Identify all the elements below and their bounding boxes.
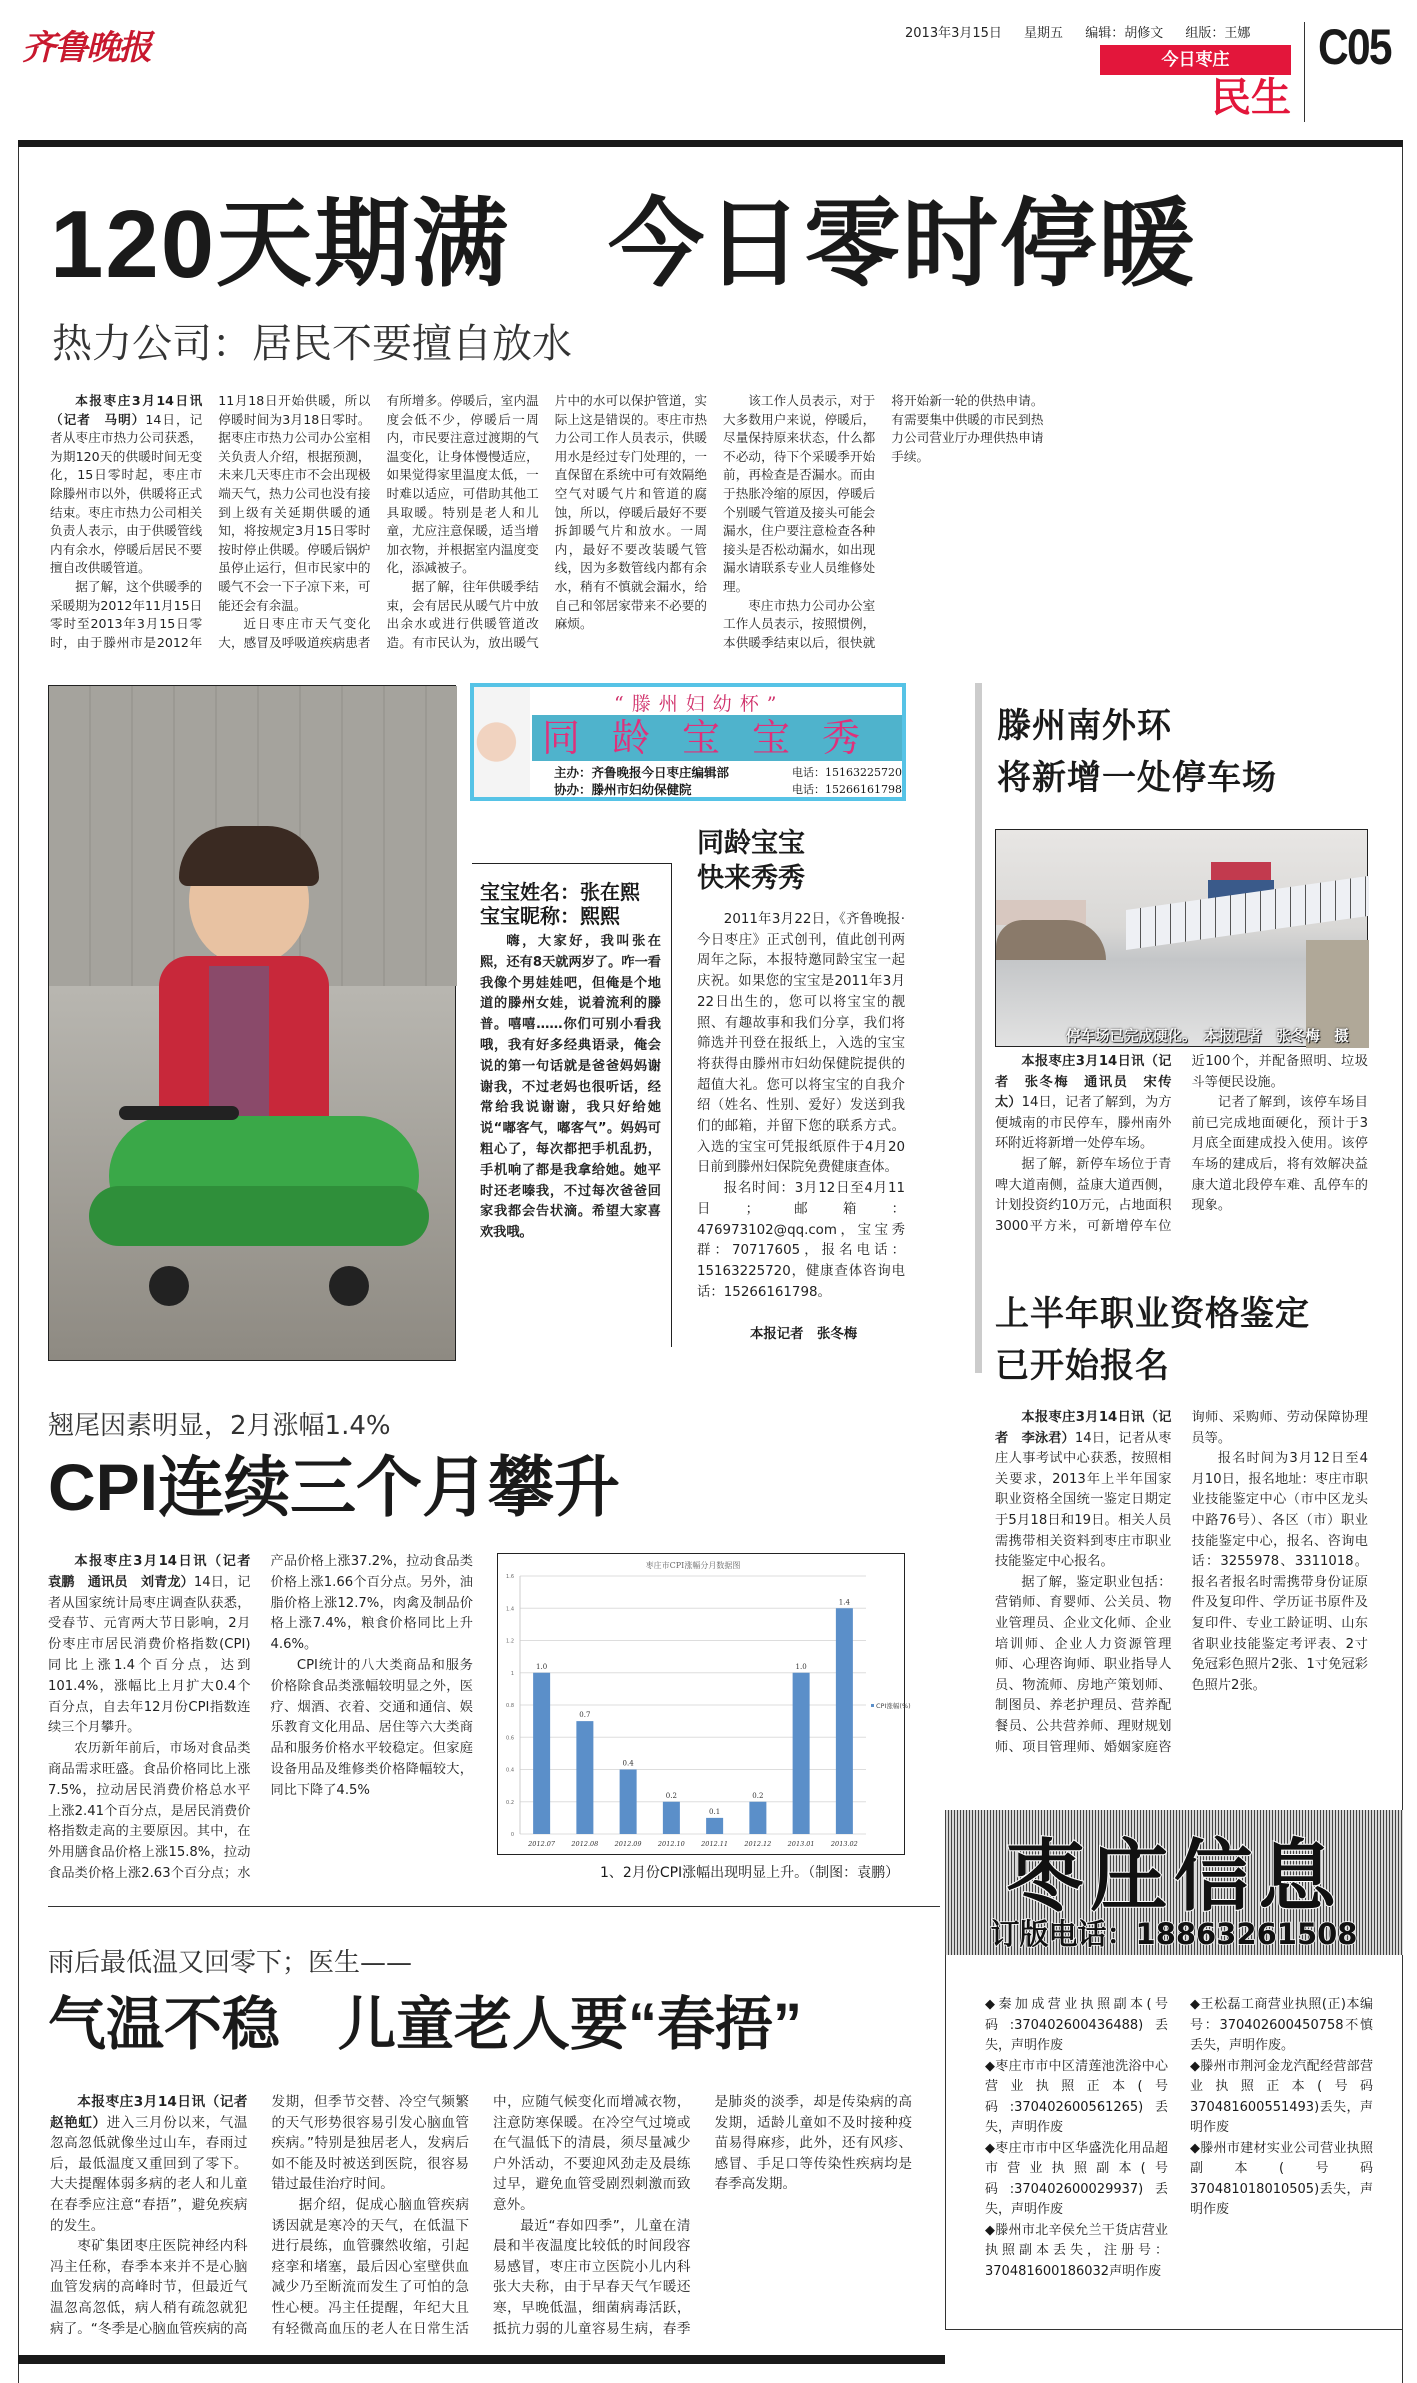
newspaper-logo: 齐鲁晚报: [22, 28, 150, 68]
bar: [533, 1673, 550, 1834]
baby-intro-box: [472, 863, 672, 1347]
subheadline-cpi: 翘尾因素明显，2月涨幅1.4%: [48, 1411, 391, 1441]
paragraph-text: 农历新年前后，市场对食品类商品需求旺盛。食品价格同比上涨7.5%，拉动居民消费价格总水平上涨2.41个百分点，是居民消费价格指数走高的主要原因。其中，在外用膳食品价格上涨15.8%，拉动食品类价格上涨2.63个百分点；水产品价格上涨37.2%，拉动食品类价格上涨1.66个百分点。另外，油脂价格上涨12.7%，肉禽及制品价格上涨7.4%，粮食价格同比上升4.6%。: [48, 1554, 473, 1881]
x-tick-label: 2012.07: [528, 1840, 556, 1848]
legend-label: CPI涨幅(%): [876, 1702, 911, 1710]
sameage-title-line2: 快来秀秀: [697, 863, 805, 894]
y-tick-label: 0.4: [506, 1767, 514, 1774]
paragraph-text: 14日，记者从国家统计局枣庄调查队获悉，受春节、元宵两大节日影响，2月份枣庄市居民消费价格指数(CPI)同比上涨1.4个百分点，达到101.4%，涨幅比上月扩大0.4个百分点，自去年12月份CPI指数连续三个月攀升。: [48, 1574, 251, 1736]
cpi-chart: [497, 1553, 911, 1855]
parking-photo: [995, 829, 1368, 1047]
headline-parking-line2: 将新增一处停车场: [997, 759, 1277, 797]
paragraph: [1192, 1093, 1369, 1217]
paragraph: [995, 1052, 1172, 1155]
y-tick-label: 0.2: [506, 1799, 514, 1806]
paragraph: [697, 1179, 905, 1303]
banner-cup: “滕州妇幼杯”: [614, 693, 785, 715]
section-rule: [48, 1906, 940, 1907]
classified-ad: ◆王松磊工商营业执照(正)本编号：370402600450758不慎丢失，声明作废。: [1190, 1997, 1373, 2053]
paragraph-text: 枣庄市热力公司办公室工作人员表示，按照惯例，本供暖季结束以后，很快就将开始新一轮的供热申请。有需要集中供暖的市民到热力公司营业厅办理供热申请手续。: [723, 393, 1044, 650]
issue-date: 2013年3月15日: [905, 26, 1002, 41]
bar-value-label: 1.0: [795, 1662, 807, 1671]
subheadline-spring: 雨后最低温又回零下；医生——: [48, 1948, 413, 1978]
y-tick-label: 0: [510, 1832, 514, 1838]
y-tick-label: 1.2: [506, 1638, 514, 1645]
bar-value-label: 1.0: [536, 1662, 548, 1671]
issue-weekday: 星期五: [1024, 26, 1064, 41]
paragraph: [50, 392, 202, 578]
article-cpi: [48, 1552, 473, 1888]
paragraph-text: 据了解，这个供暖季的采暖期为2012年11月15日零时至2013年3月15日零时，由于滕州市是2012年11月18日开始供暖，所以停暖时间为3月18日零时。据枣庄市热力公司办公室相关负责人介绍，根据预测，未来几天枣庄市不会出现极端天气，热力公司也没有接到上级有关延期供暖的通知，将按规定3月15日零时按时停止供暖。停暖后锅炉虽停止运行，但市民家中的暖气不会一下子凉下来，可能还会有余温。: [50, 393, 371, 650]
info-phone: 订版电话：18863261508: [990, 1917, 1358, 1951]
paragraph-text: 据了解，鉴定职业包括：营销师、育婴师、公关员、物业管理员、企业文化师、企业培训师、企业人力资源管理师、心理咨询师、职业指导人员、物流师、房地产策划师、制图员、养老护理员、营养配餐员、公共营养师、理财规划师、项目管理师、婚姻家庭咨询师、采购师、劳动保障协理员等。: [995, 1410, 1368, 1755]
baby-show-banner: [470, 683, 906, 801]
classified-ad: ◆枣庄市市中区华盛洗化用品超市营业执照副本(号码:370402600029937)丢失，声明作废: [985, 2140, 1168, 2217]
section-badge: 今日枣庄: [1100, 45, 1291, 75]
bar: [576, 1721, 593, 1834]
dateline: 本报枣庄3月14日讯（记者 袁鹏 通讯员 刘青龙）: [48, 1554, 264, 1590]
bar-value-label: 0.1: [709, 1807, 721, 1816]
classified-ad: ◆秦加成营业执照副本(号码:370402600436488)丢失，声明作废: [985, 1997, 1168, 2053]
y-tick-label: 1.6: [506, 1574, 514, 1580]
paragraph: [48, 1552, 264, 1739]
page-number: C05: [1318, 19, 1391, 75]
classified-ad: ◆滕州市北辛侯允兰干货店营业执照副本丢失，注册号：370481600186032声明作废: [985, 2222, 1168, 2279]
paragraph: [50, 2092, 262, 2236]
divider: [1304, 22, 1305, 122]
headline-parking: [997, 700, 1277, 804]
paragraph-text: 14日，记者从枣庄市热力公司获悉，为期120天的供暖时间无变化，15日零时起，枣庄市除滕州市以外，供暖将正式结束。枣庄市热力公司相关负责人表示，由于供暖管线内有余水，停暖后居民不要擅自改供暖管道。: [50, 411, 203, 576]
info-banner: [945, 1810, 1403, 1955]
paragraph-text: 14日，记者从枣庄人事考试中心获悉，按照相关要求，2013年上半年国家职业资格全国统一鉴定日期定于5月18日和19日。相关人员需携带相关资料到枣庄市职业技能鉴定中心报名。: [995, 1430, 1172, 1570]
issue-meta: [905, 22, 1260, 41]
layout-editor: 组版：王娜: [1185, 26, 1251, 41]
chart-title: 枣庄市CPI涨幅分月数据图: [645, 1561, 741, 1570]
cpi-bar-chart: [498, 1554, 911, 1854]
banner-title: 同龄宝宝秀: [532, 715, 902, 761]
editor: 编辑：胡修文: [1085, 26, 1164, 41]
x-tick-label: 2013.01: [787, 1840, 815, 1848]
paragraph-text: 枣矿集团枣庄医院神经内科冯主任称，春季本来并不是心脑血管发病的高峰时节，但最近气温忽高忽低，病人稍有疏忽就犯病了。“冬季是心脑血管疾病的高发期，但季节交替、冷空气频繁的天气形势很容易引发心脑血管疾病。”特别是独居老人，发病后如不能及时被送到医院，很容易错过最佳治疗时间。: [50, 2094, 469, 2337]
article-spring: [50, 2092, 912, 2342]
y-tick-label: 1: [510, 1670, 514, 1677]
bar: [620, 1770, 637, 1835]
x-tick-label: 2013.02: [830, 1840, 858, 1848]
paragraph-text: CPI统计的八大类商品和服务价格除食品类涨幅较明显之外，医疗、烟酒、衣着、交通和通信、娱乐教育文化用品、居住等六大类商品和服务价格水平较稳定。但家庭设备用品及维修类价格降幅较大，同比下降了4.5%: [270, 1657, 473, 1798]
headline-jobs-line2: 已开始报名: [995, 1347, 1170, 1385]
headline-spring: 气温不稳 儿童老人要“春捂”: [48, 1992, 803, 2057]
bar-value-label: 0.4: [622, 1759, 634, 1768]
column-title: 民生: [1211, 75, 1291, 121]
paragraph: [697, 910, 905, 1179]
x-tick-label: 2012.09: [614, 1840, 642, 1848]
paragraph-text: 14日，记者了解到，为方便城南的市民停车，滕州南外环附近将新增一处停车场。: [995, 1095, 1172, 1152]
article-parking: [995, 1052, 1368, 1258]
bar: [793, 1673, 810, 1834]
paragraph-text: 近日枣庄市天气变化大，感冒及呼吸道疾病患者有所增多。停暖后，室内温度会低不少，停暖后一周内，市民要注意过渡期的气温变化，让身体慢慢适应，如果觉得家里温度太低，一时难以适应，可借助其他工具取暖。特别是老人和儿童，尤应注意保暖，适当增加衣物，并根据室内温度变化，添减被子。: [218, 393, 539, 650]
subheadline-heating: 热力公司：居民不要擅自放水: [52, 321, 572, 367]
dateline: 本报枣庄3月14日讯（记者 李泳君）: [995, 1410, 1172, 1446]
classified-ad: ◆滕州市建材实业公司营业执照副本(号码370481018010505)丢失，声明作废: [1190, 2140, 1373, 2217]
classified-ads: [985, 1995, 1373, 2315]
paragraph-text: 据了解，新停车场位于青啤大道南侧，益康大道西侧，计划投资约10万元，占地面积3000平方米，可新增停车位近100个，并配备照明、垃圾斗等便民设施。: [995, 1054, 1368, 1234]
headline-jobs-line1: 上半年职业资格鉴定: [995, 1295, 1310, 1333]
paragraph: [995, 1408, 1172, 1573]
banner-cohost-phone: 电话：15266161798: [792, 783, 902, 796]
x-tick-label: 2012.08: [571, 1840, 599, 1848]
article-heating: [50, 392, 1380, 654]
banner-cohost: 协办：滕州市妇幼保健院: [554, 782, 692, 797]
banner-host: 主办：齐鲁晚报今日枣庄编辑部: [554, 765, 730, 780]
headline-heating: 120天期满 今日零时停暖: [50, 191, 1197, 298]
baby-photo: [48, 685, 456, 1361]
paragraph-text: 该工作人员表示，对于大多数用户来说，停暖后，尽量保持原来状态，什么都不必动，待下个采暖季开始前，再检查是否漏水。而由于热胀冷缩的原因，停暖后个别暖气管道及接头可能会漏水，住户要注意检查各种接头是否松动漏水，如出现漏水请联系专业人员维修处理。: [723, 393, 876, 594]
x-tick-label: 2012.12: [744, 1840, 772, 1848]
y-tick-label: 0.8: [506, 1703, 514, 1709]
sameage-text: [697, 910, 905, 1303]
baby-intro-text: [472, 928, 671, 1244]
chart-caption: 1、2月份CPI涨幅出现明显上升。（制图：袁鹏）: [600, 1865, 900, 1881]
classified-ad: ◆枣庄市市中区清莲池洗浴中心营业执照正本(号码:370402600561265)丢失，声明作废: [985, 2058, 1168, 2135]
bar-value-label: 0.7: [579, 1711, 591, 1720]
parking-photo-caption: 停车场已完成硬化。 本报记者 张冬梅 摄: [1066, 1029, 1349, 1045]
bar-value-label: 0.2: [665, 1791, 677, 1800]
sameage-title: [697, 826, 805, 896]
bar: [749, 1802, 766, 1834]
dateline: 本报枣庄3月14日讯（记者 张冬梅 通讯员 宋传太）: [995, 1054, 1172, 1111]
baby-nickname: 宝宝昵称：熙熙: [480, 904, 620, 928]
dateline: 本报枣庄3月14日讯（记者 赵艳虹）: [50, 2094, 262, 2131]
paragraph-text: 据介绍，促成心脑血管疾病诱因就是寒冷的天气，在低温下进行晨练，血管骤然收缩，引起痉挛和堵塞，最后因心室壁供血减少乃至断流而发生了可怕的急性心梗。冯主任提醒，年纪大且有轻微高血压的老人在日常生活中，应随气候变化而增减衣物，注意防寒保暖。在冷空气过境或在气温低下的清晨，须尽量减少户外活动，不要迎风劲走及晨练过早，避免血管受剧烈刺激而致意外。: [271, 2094, 691, 2337]
paragraph-text: 2011年3月22日，《齐鲁晚报·今日枣庄》正式创刊，值此创刊两周年之际，本报特邀同龄宝宝一起庆祝。如果您的宝宝是2011年3月22日出生的，您可以将宝宝的靓照、有趣故事和我们分享，我们将筛选并刊登在报纸上，入选的宝宝将获得由滕州市妇幼保健院提供的超值大礼。您可以将宝宝的自我介绍（姓名、性别、爱好）发送到我们的邮箱，并留下您的联系方式。入选的宝宝可凭报纸原件于4月20日前到滕州妇保院免费健康查体。: [697, 912, 905, 1176]
paragraph: [1192, 1449, 1369, 1696]
headline-parking-line1: 滕州南外环: [997, 707, 1172, 745]
sameage-byline: 本报记者 张冬梅: [750, 1327, 858, 1342]
bottom-rule: [18, 2355, 945, 2364]
paragraph-text: 进入三月份以来，气温忽高忽低就像坐过山车，春雨过后，最低温度又重回到了零下。大夫提醒体弱多病的老人和儿童在春季应注意“春捂”，避免疾病的发生。: [50, 2114, 248, 2234]
paragraph-text: 报名时间为3月12日至4月10日，报名地址：枣庄市职业技能鉴定中心（市中区龙头中路76号）、各区（市）职业技能鉴定中心，报名、咨询电话：3255978、3311018。报名者报名时需携带身份证原件及复印件、学历证书原件及复印件、专业工龄证明、山东省职业技能鉴定考评表、2寸免冠彩色照片2张、1寸免冠彩色照片2张。: [1191, 1451, 1368, 1693]
bar: [836, 1608, 853, 1834]
paragraph: [271, 1656, 474, 1802]
paragraph-text: 据了解，往年供暖季结束，会有居民从暖气片中放出余水或进行供暖管道改造。有市民认为，放出暖气片中的水可以保护管道，实际上这是错误的。枣庄市热力公司工作人员表示，供暖用水是经过专门处理的，一直保留在系统中可有效隔绝空气对暖气片和管道的腐蚀，所以，停暖后最好不要拆卸暖气片和放水。一周内，最好不要改装暖气管线，因为多数管线内都有余水，稍有不慎就会漏水，给自己和邻居家带来不必要的麻烦。: [386, 393, 707, 650]
article-jobs: [995, 1408, 1368, 1794]
bar: [663, 1802, 680, 1834]
headline-jobs: [995, 1288, 1310, 1392]
top-rule: [18, 140, 1403, 147]
paragraph-text: 最近“春如四季”，儿童在清晨和半夜温度比较低的时间段容易感冒，枣庄市立医院小儿内科张大夫称，由于早春天气乍暖还寒，早晚低温，细菌病毒活跃，抵抗力弱的儿童容易生病，春季是肺炎的淡季，却是传染病的高发期，适龄儿童如不及时接种疫苗易得麻疹，此外，还有风疹、感冒、手足口等传染性疾病均是春季高发期。: [493, 2094, 912, 2337]
banner-host-phone: 电话：15163225720: [792, 766, 902, 779]
y-tick-label: 0.6: [506, 1735, 514, 1742]
dateline: 本报枣庄3月14日讯（记者 马明）: [50, 393, 203, 427]
bar-value-label: 0.2: [752, 1791, 764, 1800]
paragraph-text: 报名时间：3月12日至4月11日；邮箱：476973102@qq.com，宝宝秀群：70717605，报名电话：15163225720，健康查体咨询电话：15266161798。: [697, 1181, 905, 1300]
baby-name: 宝宝姓名：张在熙: [480, 880, 640, 904]
x-tick-label: 2012.10: [657, 1840, 685, 1848]
bar: [706, 1818, 723, 1834]
paragraph: [480, 932, 661, 1244]
classified-ad: ◆滕州市荆河金龙汽配经营部营业执照正本(号码370481600551493)丢失，声明作废: [1190, 2058, 1373, 2135]
baby-banner-image: [474, 687, 530, 797]
info-title: 枣庄信息: [1005, 1832, 1342, 1922]
paragraph-text: 嗨，大家好，我叫张在熙，还有8天就两岁了。咋一看我像个男娃娃吧，但俺是个地道的滕州女娃，说着流利的滕普。嘻嘻……你们可别小看我哦，我有好多经典语录，俺会说的第一句话就是爸爸妈妈谢谢我，不过老妈也很听话，经常给我说谢谢，我只好给她说“嘟客气，嘟客气”。妈妈可粗心了，每次都把手机乱扔，手机响了都是我拿给她。她平时还老嗪我，不过每次爸爸回家我都会告状滴。希望大家喜欢我哦。: [480, 934, 661, 1241]
paragraph: [723, 392, 875, 597]
legend-swatch: [871, 1704, 874, 1707]
y-tick-label: 1.4: [506, 1606, 514, 1613]
section-divider: [975, 683, 982, 1373]
x-tick-label: 2012.11: [701, 1840, 729, 1848]
bar-value-label: 1.4: [838, 1598, 850, 1607]
paragraph-text: 记者了解到，该停车场目前已完成地面硬化，预计于3月底全面建成投入使用。该停车场的建成后，将有效解决益康大道北段停车难、乱停车的现象。: [1191, 1095, 1368, 1214]
sameage-title-line1: 同龄宝宝: [697, 828, 805, 859]
headline-cpi: CPI连续三个月攀升: [48, 1450, 621, 1524]
